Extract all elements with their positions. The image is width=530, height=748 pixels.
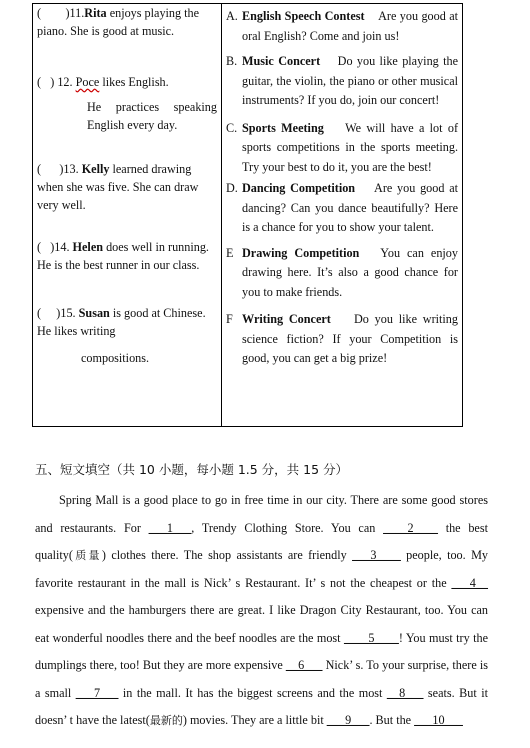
blank-3[interactable]: ___3____ bbox=[352, 548, 401, 562]
question-13: ( )13. Kelly learned drawing when she was five. She can draw very well. bbox=[37, 162, 199, 212]
question-11: ( )11.Rita enjoys playing the piano. She is good at music. bbox=[37, 6, 200, 38]
answer-paren-13[interactable]: ( ) bbox=[37, 162, 64, 176]
option-d: D. Dancing Competition Are you good at dancing? Can you dance beautifully? Here is a chance for you to show your talent. bbox=[226, 181, 458, 234]
option-f: F Writing Concert Do you like writing science fiction? If your Competition is good, you can get a big prize! bbox=[226, 312, 458, 365]
options-column bbox=[222, 4, 463, 427]
question-12-line2: He practices speaking English every day. bbox=[87, 100, 217, 132]
question-15-line2: compositions. bbox=[81, 351, 150, 365]
option-b: B. Music Concert Do you like playing the guitar, the violin, the piano or other musical instruments? If you do, join our concert! bbox=[226, 54, 459, 107]
question-14: ( )14. Helen does well in running. He is the best runner in our class. bbox=[37, 240, 209, 272]
cloze-passage bbox=[35, 487, 488, 735]
blank-5[interactable]: ____5____ bbox=[343, 630, 399, 645]
blank-6[interactable]: __6___ bbox=[285, 658, 323, 672]
blank-2[interactable]: ____2____ bbox=[383, 520, 438, 535]
option-c: C. Sports Meeting We will have a lot of sports competitions in the sports meeting. Try your best to do it, you are the best! bbox=[226, 120, 459, 174]
answer-paren-15[interactable]: ( ) bbox=[37, 306, 61, 320]
question-15: ( )15. Susan is good at Chinese. He likes writing bbox=[37, 306, 206, 338]
option-a: A. English Speech Contest Are you good at oral English? Come and join us! bbox=[226, 9, 458, 43]
option-e: E Drawing Competition You can enjoy drawing here. It’s also a good chance for you to make friends. bbox=[226, 245, 458, 299]
blank-8[interactable]: __8___ bbox=[386, 685, 424, 700]
passage-paragraph: Spring Mall is a good place to go in free time in our city. There are some good stores and restaurants. For ___1___, Trendy Clothing Store. You can ____2____ the best quality(质量) clothes there. The shop assistants are friendly ___3____ people, too. My favorite restaurant in the mall is Nick’ s Restaurant. It’ s not the cheapest or the ___4__ expensive and the hamburgers there are great. I like Dragon City Restaurant, too. You can eat wonderful noodles there and the beef noodles are the most ____5____! You must try the dumplings there, too! But they are more expensive __6___ Nick’ s. To your surprise, there is a small ___7___ in the mall. It has the biggest screens and the most __8___ seats. But it doesn’ t have the latest(最新的) movies. They are a little bit ___9___. But the ___10___ bbox=[35, 493, 489, 727]
questions-column bbox=[33, 4, 222, 427]
question-12: ( ) 12. Poce likes English. bbox=[37, 75, 169, 89]
question-text: enjoys playing the piano. She is good at music. bbox=[37, 6, 200, 38]
blank-9[interactable]: ___9___ bbox=[326, 713, 370, 727]
blank-4[interactable]: ___4__ bbox=[451, 575, 488, 590]
matching-table bbox=[32, 3, 463, 427]
blank-7[interactable]: ___7___ bbox=[75, 685, 119, 700]
answer-paren-14[interactable]: ( ) bbox=[37, 240, 55, 254]
answer-paren-11[interactable]: ( ) bbox=[37, 6, 70, 20]
answer-paren-12[interactable]: ( ) bbox=[37, 75, 55, 89]
section-title: 五、短文填空（共 10 小题，每小题 1.5 分，共 15 分） bbox=[35, 462, 349, 477]
blank-1[interactable]: ___1___ bbox=[148, 520, 192, 535]
blank-10[interactable]: ___10___ bbox=[414, 713, 463, 727]
